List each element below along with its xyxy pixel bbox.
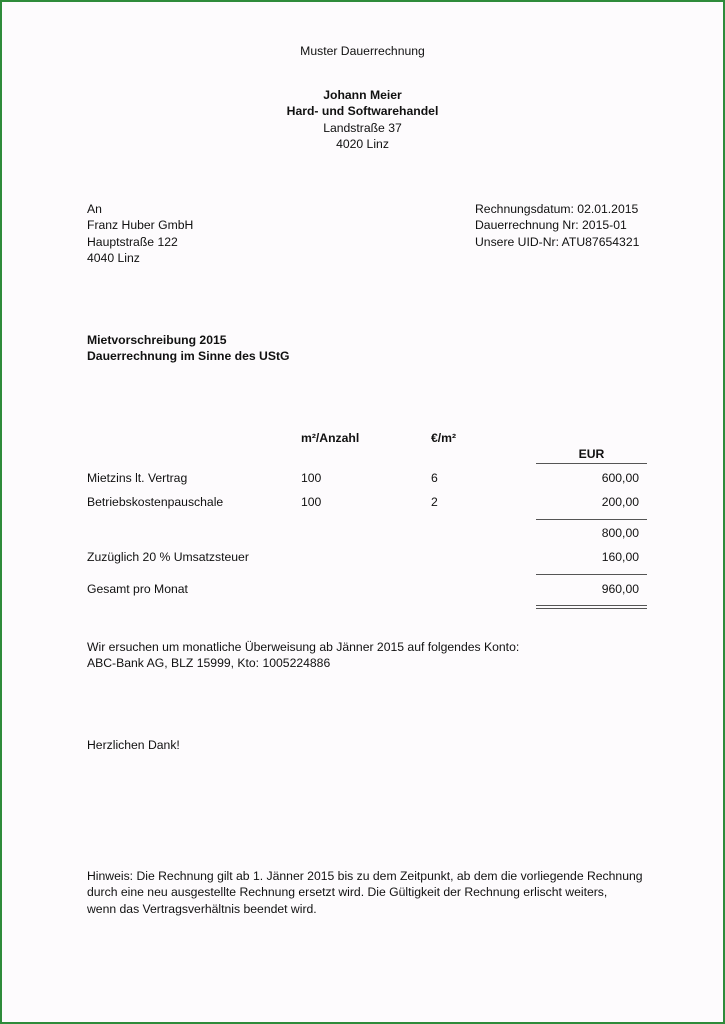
recipient-company: Franz Huber GmbH — [87, 218, 194, 233]
note-block — [87, 868, 643, 917]
subject-block — [87, 332, 290, 365]
row-1-amount: 600,00 — [601, 471, 639, 485]
invoice-meta-block — [475, 201, 639, 250]
tax-label: Zuzüglich 20 % Umsatzsteuer — [87, 550, 249, 564]
total-rule — [536, 574, 647, 575]
sender-name: Johann Meier — [323, 88, 402, 102]
tax-amount: 160,00 — [601, 550, 639, 564]
sender-city: 4020 Linz — [336, 137, 389, 152]
sender-business: Hard- und Softwarehandel — [286, 104, 439, 119]
uid-number: Unsere UID-Nr: ATU87654321 — [475, 234, 640, 249]
payment-block — [87, 639, 519, 672]
row-2-amount: 200,00 — [601, 495, 639, 509]
row-1-price: 6 — [431, 471, 438, 485]
header-rule — [536, 463, 647, 464]
row-1-desc: Mietzins lt. Vertrag — [87, 471, 188, 485]
note-line-2: durch eine neu ausgestellte Rechnung ersetzt wird. Die Gültigkeit der Rechnung erlischt weiters, — [87, 885, 608, 900]
header-qty: m²/Anzahl — [301, 431, 360, 445]
row-2-price: 2 — [431, 495, 438, 509]
subtotal-amount: 800,00 — [601, 526, 639, 540]
payment-line-2: ABC-Bank AG, BLZ 15999, Kto: 1005224886 — [87, 656, 331, 671]
recipient-city: 4040 Linz — [87, 251, 140, 266]
sender-block — [2, 87, 723, 153]
subject-line-2: Dauerrechnung im Sinne des UStG — [87, 349, 290, 364]
subtotal-rule — [536, 519, 647, 520]
header-amount: EUR — [578, 447, 605, 461]
total-double-rule — [536, 605, 647, 609]
note-line-1: Hinweis: Die Rechnung gilt ab 1. Jänner 2015 bis zu dem Zeitpunkt, ab dem die vorliegende Rechnung — [87, 869, 643, 883]
header-price: €/m² — [431, 431, 457, 445]
recipient-prefix: An — [87, 202, 102, 216]
row-2-desc: Betriebskostenpauschale — [87, 495, 224, 509]
invoice-number: Dauerrechnung Nr: 2015-01 — [475, 218, 627, 233]
thanks-text: Herzlichen Dank! — [87, 738, 180, 752]
subject-line-1: Mietvorschreibung 2015 — [87, 333, 227, 347]
row-1-qty: 100 — [301, 471, 322, 485]
note-line-3: wenn das Vertragsverhältnis beendet wird. — [87, 901, 317, 916]
sender-street: Landstraße 37 — [323, 120, 402, 135]
total-label: Gesamt pro Monat — [87, 582, 188, 596]
row-2-qty: 100 — [301, 495, 322, 509]
total-amount: 960,00 — [601, 582, 639, 596]
payment-line-1: Wir ersuchen um monatliche Überweisung ab Jänner 2015 auf folgendes Konto: — [87, 640, 520, 654]
recipient-street: Hauptstraße 122 — [87, 234, 178, 249]
document-title: Muster Dauerrechnung — [300, 44, 425, 58]
invoice-date: Rechnungsdatum: 02.01.2015 — [475, 202, 639, 216]
recipient-block — [87, 201, 193, 267]
